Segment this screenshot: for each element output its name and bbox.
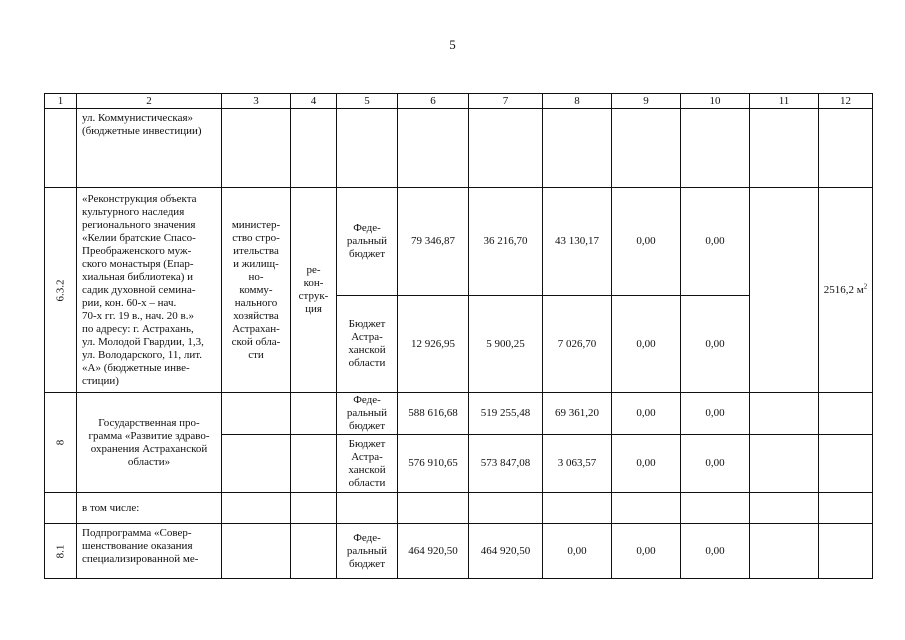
table-row — [45, 393, 873, 435]
empty-cell — [337, 109, 398, 188]
empty-cell — [819, 493, 873, 524]
empty-cell — [291, 109, 337, 188]
empty-cell — [291, 435, 337, 493]
empty-cell — [45, 109, 77, 188]
empty-cell — [337, 493, 398, 524]
empty-cell — [750, 524, 819, 579]
value-cell: 36 216,70 — [469, 188, 543, 296]
value-cell: 0,00 — [612, 435, 681, 493]
value-cell: 0,00 — [543, 524, 612, 579]
object-name-cell: Государственная про- грамма «Развитие здраво- охранения Астраханской области» — [77, 393, 222, 493]
empty-cell — [750, 435, 819, 493]
capacity-unit-superscript: 2 — [863, 281, 868, 290]
row-number-cell — [45, 524, 77, 579]
value-cell: 0,00 — [681, 393, 750, 435]
empty-cell — [469, 109, 543, 188]
table-row — [45, 188, 873, 296]
empty-cell — [222, 109, 291, 188]
header-cell-7: 7 — [469, 94, 543, 109]
value-cell: 3 063,57 — [543, 435, 612, 493]
object-name-cell: «Реконструкция объекта культурного наследия регионального значения «Келии братские Спасо- Преображенского муж- ского монастыря (Епар- хиальная библиотека) и садик духовной семина- рии, кон. 60-х – нач. 70-х гг. 19 в., нач. 20 в.» по адресу: г. Астрахань, ул. Молодой Гвардии, 1,3, ул. Володарского, 11, лит. «А» (бюджетные инве- стиции) — [77, 188, 222, 393]
header-row — [45, 94, 873, 109]
header-cell-8: 8 — [543, 94, 612, 109]
empty-cell — [291, 524, 337, 579]
header-cell-6: 6 — [398, 94, 469, 109]
funding-source-cell: Бюджет Астра- ханской области — [337, 296, 398, 393]
empty-cell — [222, 493, 291, 524]
row-number: 8.1 — [54, 544, 66, 558]
empty-cell — [45, 493, 77, 524]
object-name-cell: Подпрограмма «Совер- шенствование оказания специализированной ме- — [77, 524, 222, 579]
empty-cell — [222, 435, 291, 493]
value-cell: 0,00 — [612, 524, 681, 579]
funding-source-cell: Феде- ральный бюджет — [337, 188, 398, 296]
value-cell: 464 920,50 — [398, 524, 469, 579]
work-type-cell: ре- кон- струк- ция — [291, 188, 337, 393]
header-cell-4: 4 — [291, 94, 337, 109]
value-cell: 0,00 — [612, 296, 681, 393]
object-name-cell: в том числе: — [77, 493, 222, 524]
value-cell: 0,00 — [681, 296, 750, 393]
funding-source-cell: Бюджет Астра- ханской области — [337, 435, 398, 493]
table-row — [45, 109, 873, 188]
empty-cell — [750, 109, 819, 188]
empty-cell — [819, 109, 873, 188]
funding-source-cell: Феде- ральный бюджет — [337, 393, 398, 435]
empty-cell — [291, 493, 337, 524]
row-number: 6.3.2 — [54, 279, 66, 301]
value-cell: 0,00 — [681, 524, 750, 579]
value-cell: 0,00 — [612, 393, 681, 435]
value-cell: 573 847,08 — [469, 435, 543, 493]
table-row — [45, 524, 873, 579]
row-number: 8 — [54, 439, 66, 446]
table-row — [45, 493, 873, 524]
value-cell: 0,00 — [681, 188, 750, 296]
value-cell: 464 920,50 — [469, 524, 543, 579]
empty-cell — [681, 493, 750, 524]
value-cell: 588 616,68 — [398, 393, 469, 435]
empty-cell — [750, 393, 819, 435]
header-cell-3: 3 — [222, 94, 291, 109]
page-number: 5 — [449, 37, 456, 52]
empty-cell — [750, 493, 819, 524]
header-cell-1: 1 — [45, 94, 77, 109]
header-cell-10: 10 — [681, 94, 750, 109]
empty-cell — [469, 493, 543, 524]
funding-source-cell: Феде- ральный бюджет — [337, 524, 398, 579]
value-cell: 576 910,65 — [398, 435, 469, 493]
empty-cell — [612, 109, 681, 188]
object-name-cell: ул. Коммунистическая» (бюджетные инвестиции) — [77, 109, 222, 188]
value-cell: 519 255,48 — [469, 393, 543, 435]
value-cell: 12 926,95 — [398, 296, 469, 393]
empty-cell — [819, 524, 873, 579]
row-number-cell — [45, 188, 77, 393]
value-cell: 79 346,87 — [398, 188, 469, 296]
executor-cell: министер- ство стро- ительства и жилищ- но- комму- нального хозяйства Астрахан- ской обла- сти — [222, 188, 291, 393]
header-cell-2: 2 — [77, 94, 222, 109]
header-cell-11: 11 — [750, 94, 819, 109]
empty-cell — [222, 524, 291, 579]
empty-cell — [398, 109, 469, 188]
empty-cell — [819, 393, 873, 435]
value-cell: 43 130,17 — [543, 188, 612, 296]
header-cell-5: 5 — [337, 94, 398, 109]
empty-cell — [681, 109, 750, 188]
header-cell-9: 9 — [612, 94, 681, 109]
value-cell: 0,00 — [612, 188, 681, 296]
empty-cell — [543, 109, 612, 188]
empty-cell — [291, 393, 337, 435]
empty-cell — [222, 393, 291, 435]
value-cell: 69 361,20 — [543, 393, 612, 435]
value-cell: 5 900,25 — [469, 296, 543, 393]
empty-cell — [543, 493, 612, 524]
header-cell-12: 12 — [819, 94, 873, 109]
value-cell: 7 026,70 — [543, 296, 612, 393]
value-cell: 0,00 — [681, 435, 750, 493]
empty-cell — [750, 188, 819, 393]
capacity-cell — [819, 188, 873, 393]
capacity-value: 2516,2 м — [823, 283, 864, 296]
empty-cell — [819, 435, 873, 493]
empty-cell — [398, 493, 469, 524]
empty-cell — [612, 493, 681, 524]
row-number-cell — [45, 393, 77, 493]
budget-table — [44, 93, 873, 579]
